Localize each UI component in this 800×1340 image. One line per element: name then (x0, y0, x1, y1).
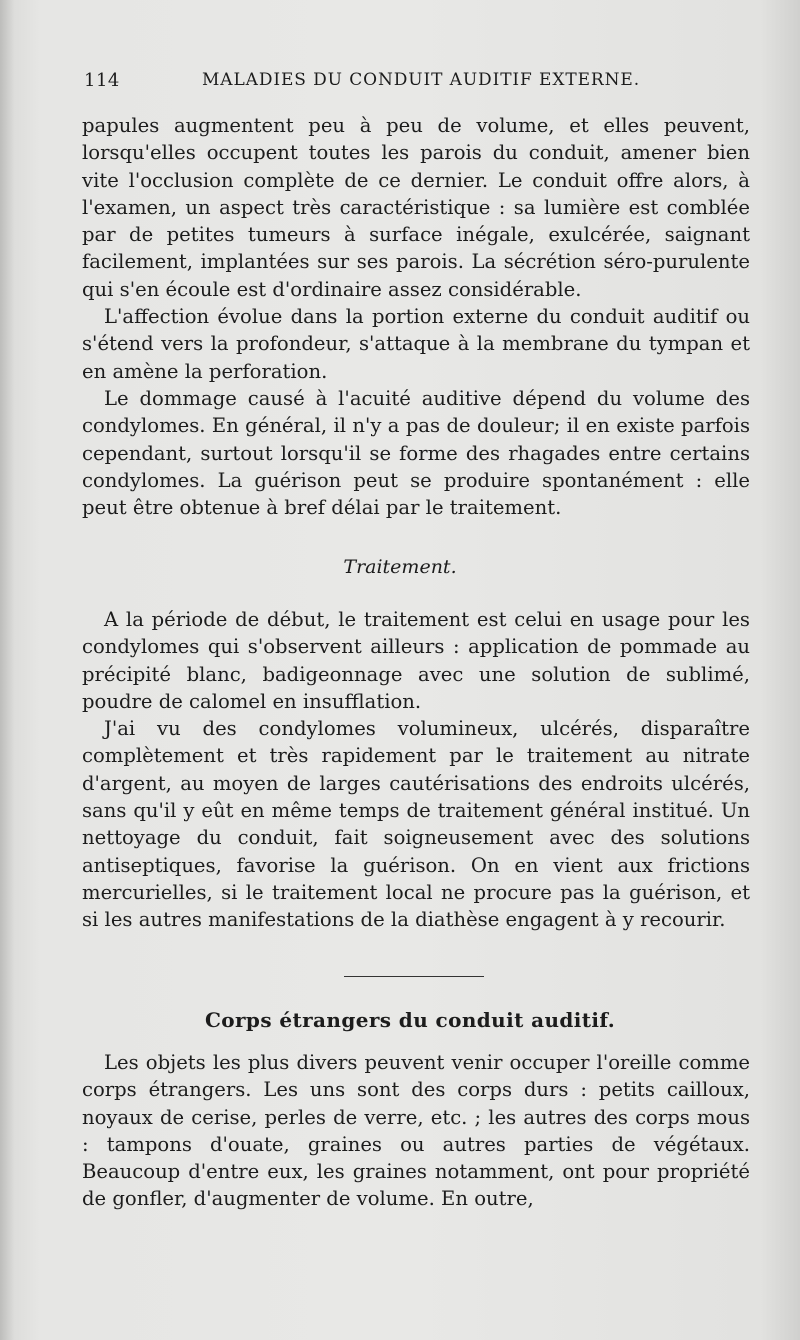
paragraph-nitrate: J'ai vu des condylomes volumineux, ulcérés, disparaître complètement et très rapidement par le traitement au nitrate d'argent, au moyen de larges cautérisations des endroits ulcérés, sans qu'il y eût en même temps de traitement général institué. Un nettoyage du conduit, fait soigneusement avec des solutions antiseptiques, favorise la guérison. On en vient aux frictions mercurielles, si le traitement local ne procure pas la guérison, et si les autres manifestations de la diathèse engagent à y recourir. (82, 717, 750, 932)
paragraph-continuation: papules augmentent peu à peu de volume, et elles peuvent, lorsqu'elles occupent toutes les parois du conduit, amener bien vite l'occlusion complète de ce dernier. Le conduit offre alors, à l'examen, un aspect très caractéristique : sa lumière est comblée par de petites tumeurs à surface inégale, exulcérée, saignant facilement, implantées sur ses parois. La sécrétion séro-purulente qui s'en écoule est d'ordinaire assez considérable. (82, 114, 750, 301)
paragraph-periode-debut: A la période de début, le traitement est celui en usage pour les condylomes qui s'observent ailleurs : application de pommade au précipité blanc, badigeonnage avec une solution de sublimé, poudre de calomel en insufflation. (82, 608, 750, 713)
section-divider (344, 976, 484, 977)
page-number: 114 (84, 70, 120, 91)
running-title: MALADIES DU CONDUIT AUDITIF EXTERNE. (202, 70, 641, 90)
section-heading-traitement: Traitement. (343, 556, 457, 578)
text-block-corps-etrangers (82, 1049, 750, 1213)
chapter-heading-corps-etrangers: Corps étrangers du conduit auditif. (204, 1008, 616, 1032)
text-block-traitement (82, 606, 750, 934)
paragraph-evolution: L'affection évolue dans la portion externe du conduit auditif ou s'étend vers la profondeur, s'attaque à la membrane du tympan et en amène la perforation. (82, 305, 750, 383)
paragraph-dommage: Le dommage causé à l'acuité auditive dépend du volume des condylomes. En général, il n'y a pas de douleur; il en existe parfois cependant, surtout lorsqu'il se forme des rhagades entre certains condylomes. La guérison peut se produire spontanément : elle peut être obtenue à bref délai par le traitement. (82, 386, 750, 520)
paragraph-objets: Les objets les plus divers peuvent venir occuper l'oreille comme corps étrangers. Les uns sont des corps durs : petits cailloux, noyaux de cerise, perles de verre, etc. ; les autres des corps mous : tampons d'ouate, graines ou autres parties de végétaux. Beaucoup d'entre eux, les graines notamment, ont pour propriété de gonfler, d'augmenter de volume. En outre, (82, 1051, 750, 1211)
running-header (84, 70, 764, 96)
page-gutter-shadow (0, 0, 14, 1340)
text-block-condylomes (82, 112, 750, 521)
